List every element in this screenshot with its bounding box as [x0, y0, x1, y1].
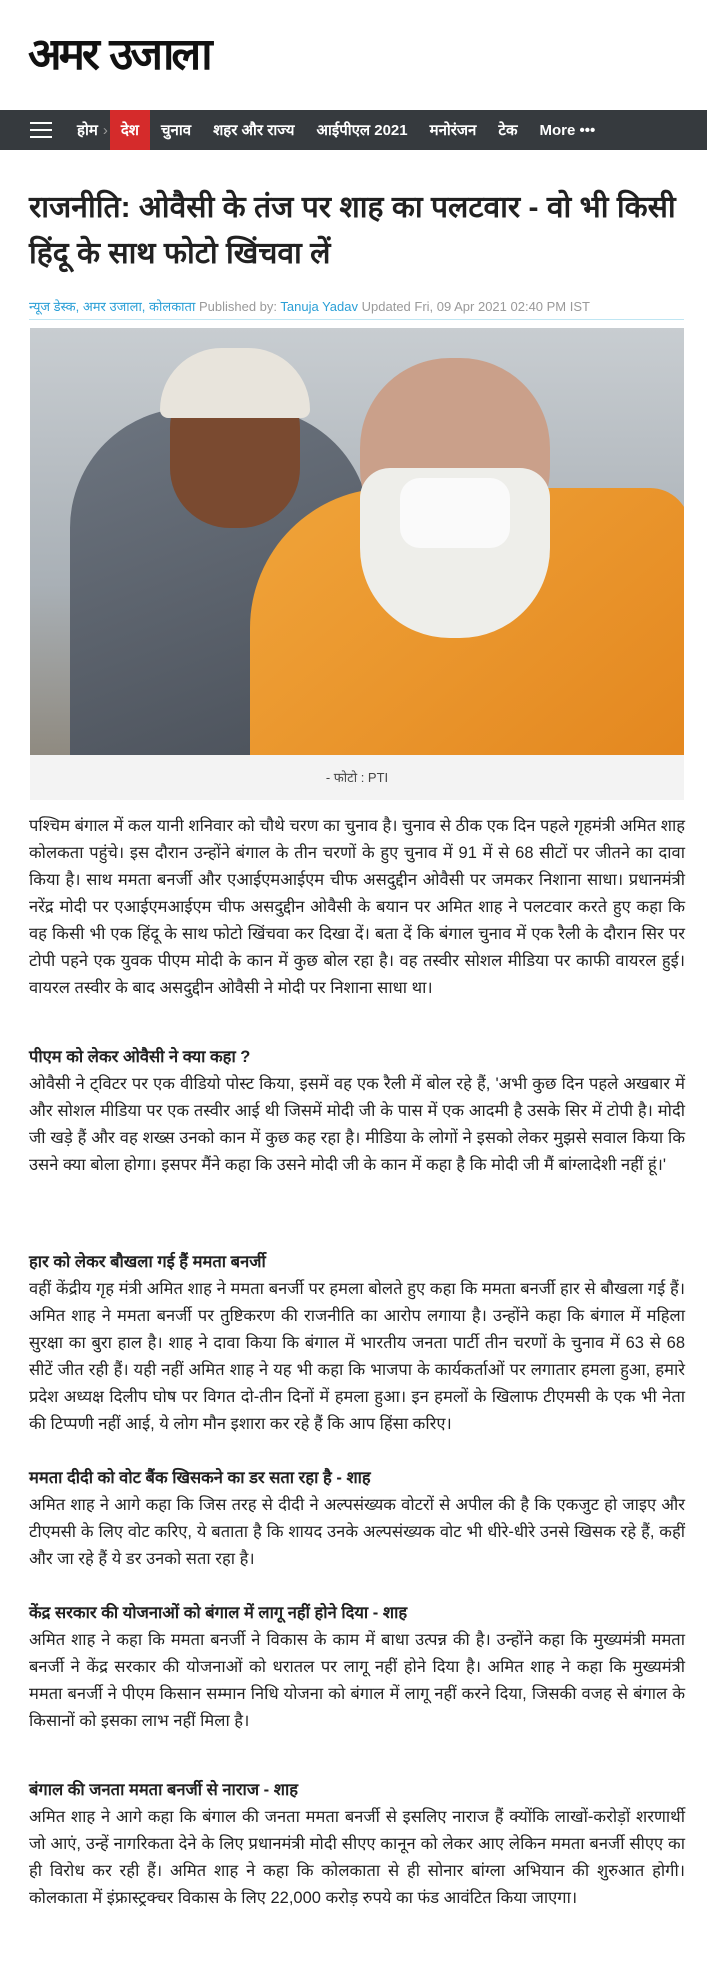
main-nav — [0, 110, 707, 150]
section-paragraph: अमित शाह ने आगे कहा कि बंगाल की जनता ममता बनर्जी से इसलिए नाराज हैं क्योंकि लाखों-करोड़ों शरणार्थी जो आएं, उन्हें नागरिकता देने के लिए प्रधानमंत्री मोदी सीएए कानून को लेकर आए लेकिन ममता बनर्जी सीएए का ही विरोध कर रही हैं। अमित शाह ने कहा कि कोलकाता से ही सोनार बांग्ला अभियान की शुरुआत होगी। कोलकाता में इंफ्रास्ट्रक्चर विकास के लिए 22,000 करोड़ रुपये का फंड आवंटित किया जाएगा। — [29, 1808, 685, 1907]
section-heading: पीएम को लेकर ओवैसी ने क्या कहा ? — [29, 1048, 251, 1066]
photo-caption: - फोटो : PTI — [30, 755, 684, 800]
nav-home[interactable]: होम — [77, 122, 98, 139]
intro-paragraph: पश्चिम बंगाल में कल यानी शनिवार को चौथे चरण का चुनाव है। चुनाव से ठीक एक दिन पहले गृहमंत्री अमित शाह कोलकता पहुंचे। इस दौरान उन्होंने बंगाल के तीन चरणों के हुए चुनाव में 91 में से 68 सीटों पर जीतने का दावा किया है। साथ ममता बनर्जी और एआईएमआईएम चीफ असदुद्दीन ओवैसी पर जमकर निशाना साधा। प्रधानमंत्री नरेंद्र मोदी पर एआईएमआईएम चीफ असदुद्दीन ओवैसी के बयान पर अमित शाह ने पलटवार करते हुए कहा कि वह किसी भी एक हिंदू के साथ फोटो खिंचवा कर दिखा दें। बता दें कि बंगाल चुनाव में एक रैली के दौरान सिर पर टोपी पहने एक युवक पीएम मोदी के कान में कुछ बोल रहा है। वह तस्वीर सोशल मीडिया पर काफी वायरल हुई। वायरल तस्वीर के बाद असदुद्दीन ओवैसी ने मोदी पर निशाना साधा था। — [29, 817, 685, 997]
byline-author[interactable]: Tanuja Yadav — [280, 299, 358, 314]
photo-skullcap — [160, 348, 310, 418]
article-body — [29, 813, 685, 1912]
section-heading: हार को लेकर बौखला गई हैं ममता बनर्जी — [29, 1253, 266, 1271]
nav-item-desh[interactable]: देश — [110, 110, 150, 150]
chevron-right-icon: › — [102, 121, 108, 139]
section-heading: केंद्र सरकार की योजनाओं को बंगाल में लागू नहीं होने दिया - शाह — [29, 1604, 408, 1622]
nav-item-chunav[interactable]: चुनाव — [161, 122, 192, 139]
section-paragraph: अमित शाह ने आगे कहा कि जिस तरह से दीदी ने अल्पसंख्यक वोटरों से अपील की है कि एकजुट हो जाइए और टीएमसी के लिए वोट करिए, ये बताता है कि शायद उनके अल्पसंख्यक वोट भी धीरे-धीरे उनसे खिसक रहे हैं, कहीं और जा रहे हैं ये डर उनको सता रहा है। — [29, 1496, 685, 1568]
section-heading: ममता दीदी को वोट बैंक खिसकने का डर सता रहा है - शाह — [29, 1469, 371, 1487]
article-title: राजनीति: ओवैसी के तंज पर शाह का पलटवार - वो भी किसी हिंदू के साथ फोटो खिंचवा लें — [29, 191, 676, 270]
nav-item-shahar[interactable]: शहर और राज्य — [213, 122, 295, 139]
published-label: Published by: — [198, 299, 278, 314]
hamburger-menu-icon[interactable] — [30, 122, 52, 138]
byline-source[interactable]: न्यूज डेस्क, अमर उजाला, कोलकाता — [29, 299, 196, 314]
site-logo[interactable]: अमर उजाला — [28, 29, 210, 80]
section-paragraph: अमित शाह ने कहा कि ममता बनर्जी ने विकास के काम में बाधा उत्पन्न की है। उन्होंने कहा कि मुख्यमंत्री ममता बनर्जी ने केंद्र सरकार की योजनाओं को धरातल पर लागू नहीं होने दिया है। अमित शाह ने कहा कि मुख्यमंत्री ममता बनर्जी ने पीएम किसान सम्मान निधि योजना को बंगाल में लागू नहीं करने दिया, जिसकी वजह से बंगाल के किसानों को इसका लाभ नहीं मिला है। — [29, 1631, 685, 1730]
section-paragraph: वहीं केंद्रीय गृह मंत्री अमित शाह ने ममता बनर्जी पर हमला बोलते हुए कहा कि ममता बनर्जी हार से बौखला गई हैं। अमित शाह ने ममता बनर्जी पर तुष्टिकरण की राजनीति का आरोप लगाया है। उन्होंने कहा कि बंगाल में महिला सुरक्षा का बुरा हाल है। शाह ने दावा किया कि बंगाल में भारतीय जनता पार्टी तीन चरणों के चुनाव में 63 से 68 सीटें जीत रही हैं। यही नहीं अमित शाह ने यह भी कहा कि भाजपा के कार्यकर्ताओं पर लगातार हमला हुआ, हमारे प्रदेश अध्यक्ष दिलीप घोष पर विगत दो-तीन दिनों में हमला हुआ। इन हमलों के खिलाफ टीएमसी के एक भी नेता की टिप्पणी नहीं आई, ये लोग मौन इशारा कर रहे हैं कि आप हिंसा करिए। — [29, 1280, 685, 1433]
nav-item-manoranjan[interactable]: मनोरंजन — [429, 122, 477, 139]
nav-more-button[interactable]: More ••• — [539, 121, 596, 139]
nav-item-tech[interactable]: टेक — [498, 122, 518, 139]
updated-timestamp: Updated Fri, 09 Apr 2021 02:40 PM IST — [361, 299, 590, 314]
byline — [29, 297, 684, 320]
section-heading: बंगाल की जनता ममता बनर्जी से नाराज - शाह — [29, 1781, 298, 1799]
section-paragraph: ओवैसी ने ट्विटर पर एक वीडियो पोस्ट किया, इसमें वह एक रैली में बोल रहे हैं, 'अभी कुछ दिन पहले अखबार में और सोशल मीडिया पर एक तस्वीर आई थी जिसमें मोदी जी के पास में एक आदमी है उसके सिर में टोपी है। मोदी जी खड़े हैं और वह शख्स उनको कान में कुछ कह रहा है। मीडिया के लोगों ने इसको लेकर मुझसे सवाल किया कि उसने क्या बोला होगा। इसपर मैंने कहा कि उसने मोदी जी के कान में कहा है कि मोदी जी मैं बांग्लादेशी नहीं हूं।' — [29, 1075, 685, 1174]
photo-mask — [400, 478, 510, 548]
article-photo — [30, 328, 684, 755]
nav-item-ipl[interactable]: आईपीएल 2021 — [316, 122, 408, 139]
